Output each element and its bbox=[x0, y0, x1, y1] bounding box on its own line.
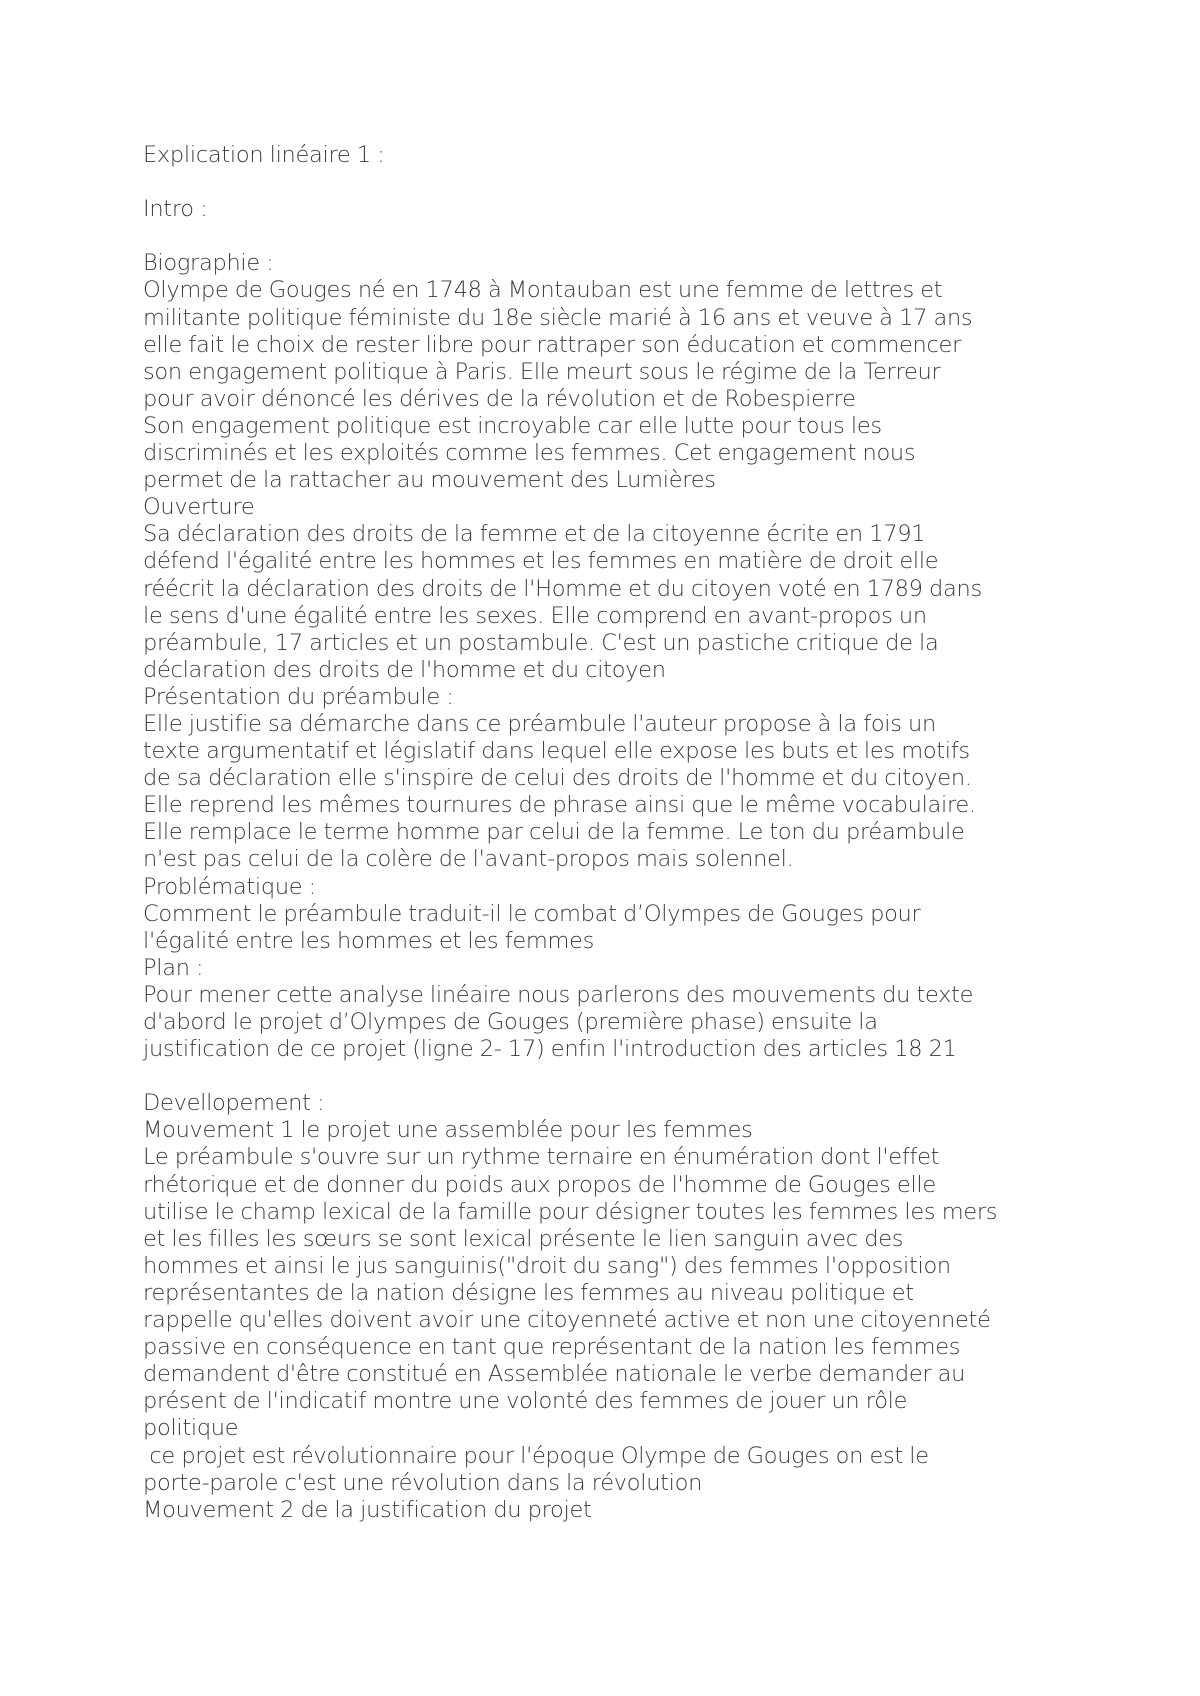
text-line: Devellopement : bbox=[143, 1090, 325, 1117]
text-line: texte argumentatif et législatif dans lequel elle expose les buts et les motifs bbox=[143, 738, 970, 765]
blank-line bbox=[143, 169, 1083, 196]
text-line: Elle justifie sa démarche dans ce préambule l'auteur propose à la fois un bbox=[143, 710, 936, 737]
text-line: militante politique féministe du 18e siècle marié à 16 ans et veuve à 17 ans bbox=[143, 304, 973, 331]
text-line: Elle remplace le terme homme par celui de la femme. Le ton du préambule bbox=[143, 819, 965, 846]
text-line: passive en conséquence en tant que représentant de la nation les femmes bbox=[143, 1334, 961, 1361]
text-line: Présentation du préambule : bbox=[143, 683, 454, 710]
text-line: permet de la rattacher au mouvement des Lumières bbox=[143, 467, 716, 494]
text-line: politique bbox=[143, 1415, 239, 1442]
text-line: ce projet est révolutionnaire pour l'époque Olympe de Gouges on est le bbox=[143, 1442, 929, 1469]
text-line: le sens d'une égalité entre les sexes. Elle comprend en avant-propos un bbox=[143, 602, 927, 629]
text-line: Sa déclaration des droits de la femme et de la citoyenne écrite en 1791 bbox=[143, 521, 926, 548]
text-line: Mouvement 1 le projet une assemblée pour les femmes bbox=[143, 1117, 753, 1144]
text-line: et les filles les sœurs se sont lexical présente le lien sanguin avec des bbox=[143, 1225, 904, 1252]
text-line: Son engagement politique est incroyable car elle lutte pour tous les bbox=[143, 412, 882, 439]
text-line: elle fait le choix de rester libre pour rattraper son éducation et commencer bbox=[143, 331, 962, 358]
text-line: Ouverture bbox=[143, 494, 255, 521]
text-line: préambule, 17 articles et un postambule. C'est un pastiche critique de la bbox=[143, 629, 939, 656]
text-line: Le préambule s'ouvre sur un rythme ternaire en énumération dont l'effet bbox=[143, 1144, 940, 1171]
text-line: de sa déclaration elle s'inspire de celui des droits de l'homme et du citoyen. bbox=[143, 765, 972, 792]
text-line: son engagement politique à Paris. Elle meurt sous le régime de la Terreur bbox=[143, 358, 941, 385]
text-line: Comment le préambule traduit-il le combat d’Olympes de Gouges pour bbox=[143, 900, 921, 927]
document-body bbox=[143, 142, 1083, 1524]
text-line: Mouvement 2 de la justification du projet bbox=[143, 1496, 592, 1523]
blank-line bbox=[143, 1063, 1083, 1090]
text-line: pour avoir dénoncé les dérives de la révolution et de Robespierre bbox=[143, 385, 856, 412]
text-line: Olympe de Gouges né en 1748 à Montauban est une femme de lettres et bbox=[143, 277, 943, 304]
text-line: Explication linéaire 1 : bbox=[143, 142, 385, 168]
text-line: n'est pas celui de la colère de l'avant-propos mais solennel. bbox=[143, 846, 794, 873]
text-line: présent de l'indicatif montre une volonté des femmes de jouer un rôle bbox=[143, 1388, 908, 1415]
text-line: rappelle qu'elles doivent avoir une citoyenneté active et non une citoyenneté bbox=[143, 1307, 991, 1334]
text-line: discriminés et les exploités comme les femmes. Cet engagement nous bbox=[143, 440, 916, 467]
text-line: hommes et ainsi le jus sanguinis("droit du sang") des femmes l'opposition bbox=[143, 1252, 951, 1279]
text-line: représentantes de la nation désigne les femmes au niveau politique et bbox=[143, 1279, 914, 1306]
text-line: d'abord le projet d’Olympes de Gouges (première phase) ensuite la bbox=[143, 1009, 878, 1035]
text-line: Problématique : bbox=[143, 873, 316, 900]
blank-line bbox=[143, 223, 1083, 250]
text-line: déclaration des droits de l'homme et du citoyen bbox=[143, 656, 666, 683]
text-line: demandent d'être constitué en Assemblée nationale le verbe demander au bbox=[143, 1361, 966, 1388]
text-line: Elle reprend les mêmes tournures de phrase ainsi que le même vocabulaire. bbox=[143, 792, 976, 819]
text-line: Plan : bbox=[143, 954, 204, 981]
text-line: Biographie : bbox=[143, 250, 274, 277]
text-line: justification de ce projet (ligne 2- 17) enfin l'introduction des articles 18 21 bbox=[143, 1036, 957, 1063]
text-line: réécrit la déclaration des droits de l'Homme et du citoyen voté en 1789 dans bbox=[143, 575, 982, 602]
text-line: l'égalité entre les hommes et les femmes bbox=[143, 927, 595, 954]
text-line: défend l'égalité entre les hommes et les femmes en matière de droit elle bbox=[143, 548, 939, 575]
text-line: Intro : bbox=[143, 196, 208, 223]
text-line: utilise le champ lexical de la famille pour désigner toutes les femmes les mers bbox=[143, 1198, 998, 1225]
text-line: rhétorique et de donner du poids aux propos de l'homme de Gouges elle bbox=[143, 1171, 936, 1198]
text-line: porte-parole c'est une révolution dans la révolution bbox=[143, 1469, 703, 1496]
text-line: Pour mener cette analyse linéaire nous parlerons des mouvements du texte bbox=[143, 981, 974, 1008]
